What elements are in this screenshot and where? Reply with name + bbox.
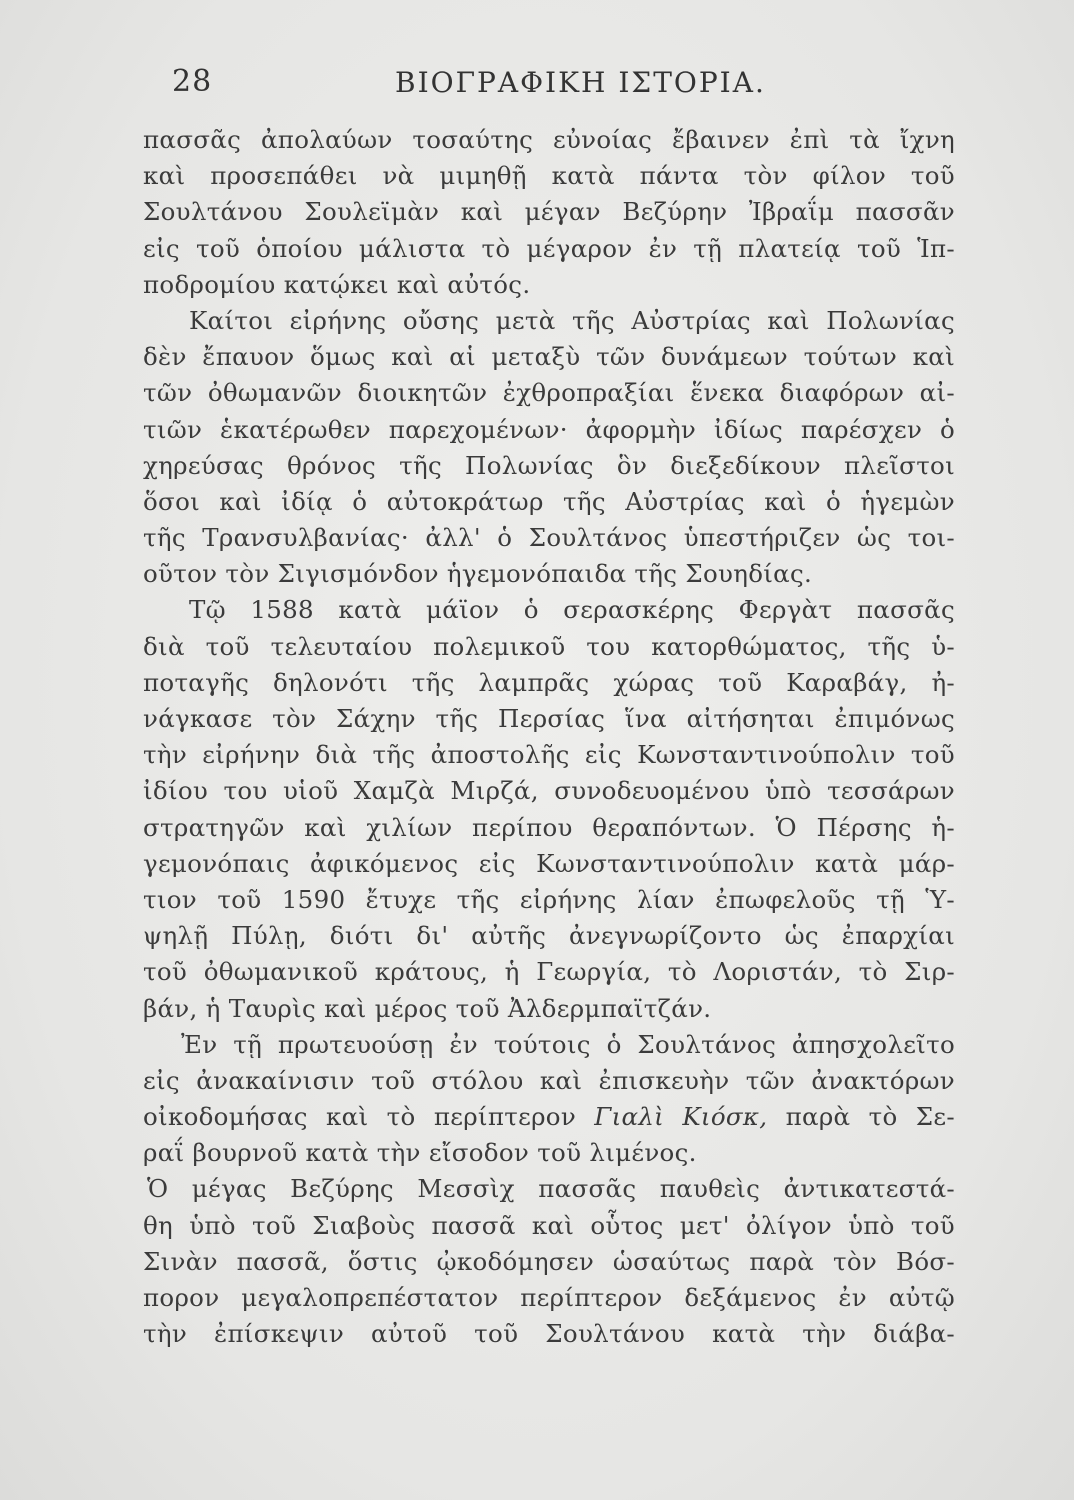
text-line — [143, 1099, 955, 1135]
text-line: τοῦ ὀθωμανικοῦ κράτους, ἡ Γεωργία, τὸ Λοριστάν, τὸ Σιρ- — [143, 957, 955, 987]
text-line: δὲν ἔπαυον ὅμως καὶ αἱ μεταξὺ τῶν δυνάμεων τούτων καὶ — [143, 342, 955, 372]
text-line: πασσᾶς ἀπολαύων τοσαύτης εὐνοίας ἔβαινεν ἐπὶ τὰ ἴχνη — [143, 125, 955, 154]
text-line: διὰ τοῦ τελευταίου πολεμικοῦ του κατορθώματος, τῆς ὑ- — [143, 631, 955, 661]
text-line: τιον τοῦ 1590 ἔτυχε τῆς εἰρήνης λίαν ἐπωφελοῦς τῇ Ὑ- — [143, 884, 955, 914]
text-line: εἰς τοῦ ὁποίου μάλιστα τὸ μέγαρον ἐν τῇ πλατείᾳ τοῦ Ἱπ- — [143, 233, 955, 263]
body-text — [143, 122, 955, 1352]
text-line: θη ὑπὸ τοῦ Σιαβοὺς πασσᾶ καὶ οὗτος μετ' ὀλίγον ὑπὸ τοῦ — [143, 1210, 955, 1240]
text-line: οῦτον τὸν Σιγισμόνδον ἡγεμονόπαιδα τῆς Σουηδίας. — [143, 559, 813, 589]
paragraph-start-line: Καίτοι εἰρήνης οὔσης μετὰ τῆς Αὐστρίας καὶ Πολωνίας — [189, 305, 955, 335]
text-line: εἰς ἀνακαίνισιν τοῦ στόλου καὶ ἐπισκευὴν τῶν ἀνακτόρων — [143, 1065, 955, 1095]
text-line: ποταγῆς δηλονότι τῆς λαμπρᾶς χώρας τοῦ Καραβάγ, ἠ- — [143, 667, 955, 697]
text-line: ποδρομίου κατῴκει καὶ αὐτός. — [143, 269, 531, 299]
page-number: 28 — [172, 64, 213, 99]
text-line: νάγκασε τὸν Σάχην τῆς Περσίας ἵνα αἰτήσηται ἐπιμόνως — [143, 704, 955, 733]
text-line: ἰδίου του υἱοῦ Χαμζὰ Μιρζά, συνοδευομένου ὑπὸ τεσσάρων — [143, 776, 955, 806]
text-line: ψηλῇ Πύλῃ, διότι δι' αὐτῆς ἀνεγνωρίζοντο ὡς ἐπαρχίαι — [143, 921, 955, 951]
text-line: Σινὰν πασσᾶ, ὅστις ᾠκοδόμησεν ὡσαύτως παρὰ τὸν Βόσ- — [143, 1246, 955, 1276]
text-line: τῶν ὀθωμανῶν διοικητῶν ἐχθροπραξίαι ἕνεκα διαφόρων αἰ- — [143, 378, 955, 408]
text-line: στρατηγῶν καὶ χιλίων περίπου θεραπόντων. Ὁ Πέρσης ἡ- — [143, 812, 955, 842]
text-line: ραΐ βουρνοῦ κατὰ τὴν εἴσοδον τοῦ λιμένος. — [143, 1138, 697, 1168]
text-line: τὴν εἰρήνην διὰ τῆς ἀποστολῆς εἰς Κωνσταντινούπολιν τοῦ — [143, 740, 955, 770]
text-line: πορον μεγαλοπρεπέστατον περίπτερον δεξάμενος ἐν αὐτῷ — [143, 1283, 955, 1312]
text-line-end: παρὰ τὸ Σε- — [767, 1102, 955, 1132]
paragraph-start-line: Ὁ μέγας Βεζύρης Μεσσὶχ πασσᾶς παυθεὶς ἀντικατεστά- — [147, 1174, 955, 1204]
text-line-start: οἰκοδομήσας καὶ τὸ περίπτερον — [143, 1102, 595, 1132]
running-title: ΒΙΟΓΡΑΦΙΚΗ ΙΣΤΟΡΙΑ. — [395, 66, 766, 99]
italic-name: Γιαλὶ Κιόσκ, — [594, 1102, 768, 1132]
text-line: τὴν ἐπίσκεψιν αὐτοῦ τοῦ Σουλτάνου κατὰ τὴν διάβα- — [143, 1319, 955, 1349]
text-line: τῆς Τρανσυλβανίας· ἀλλ' ὁ Σουλτάνος ὑπεστήριζεν ὡς τοι- — [143, 523, 955, 553]
text-line: βάν, ἡ Ταυρὶς καὶ μέρος τοῦ Ἀλδερμπαϊτζάν. — [143, 993, 712, 1023]
text-line: καὶ προσεπάθει νὰ μιμηθῇ κατὰ πάντα τὸν φίλον τοῦ — [143, 161, 955, 191]
paragraph-start-line: Ἐν τῇ πρωτευούσῃ ἐν τούτοις ὁ Σουλτάνος ἀπησχολεῖτο — [181, 1029, 955, 1059]
page-header — [140, 62, 940, 102]
paragraph-start-line: Τῷ 1588 κατὰ μάϊον ὁ σερασκέρης Φεργὰτ πασσᾶς — [189, 595, 955, 625]
text-line: ὅσοι καὶ ἰδίᾳ ὁ αὐτοκράτωρ τῆς Αὐστρίας καὶ ὁ ἡγεμὼν — [143, 486, 955, 516]
text-line: τιῶν ἑκατέρωθεν παρεχομένων· ἀφορμὴν ἰδίως παρέσχεν ὁ — [143, 414, 955, 444]
text-line: χηρεύσας θρόνος τῆς Πολωνίας ὃν διεξεδίκουν πλεῖστοι — [143, 450, 955, 480]
text-line: Σουλτάνου Σουλεϊμὰν καὶ μέγαν Βεζύρην Ἰβραΐμ πασσᾶν — [143, 197, 955, 227]
text-line: γεμονόπαις ἀφικόμενος εἰς Κωνσταντινούπολιν κατὰ μάρ- — [143, 848, 955, 878]
